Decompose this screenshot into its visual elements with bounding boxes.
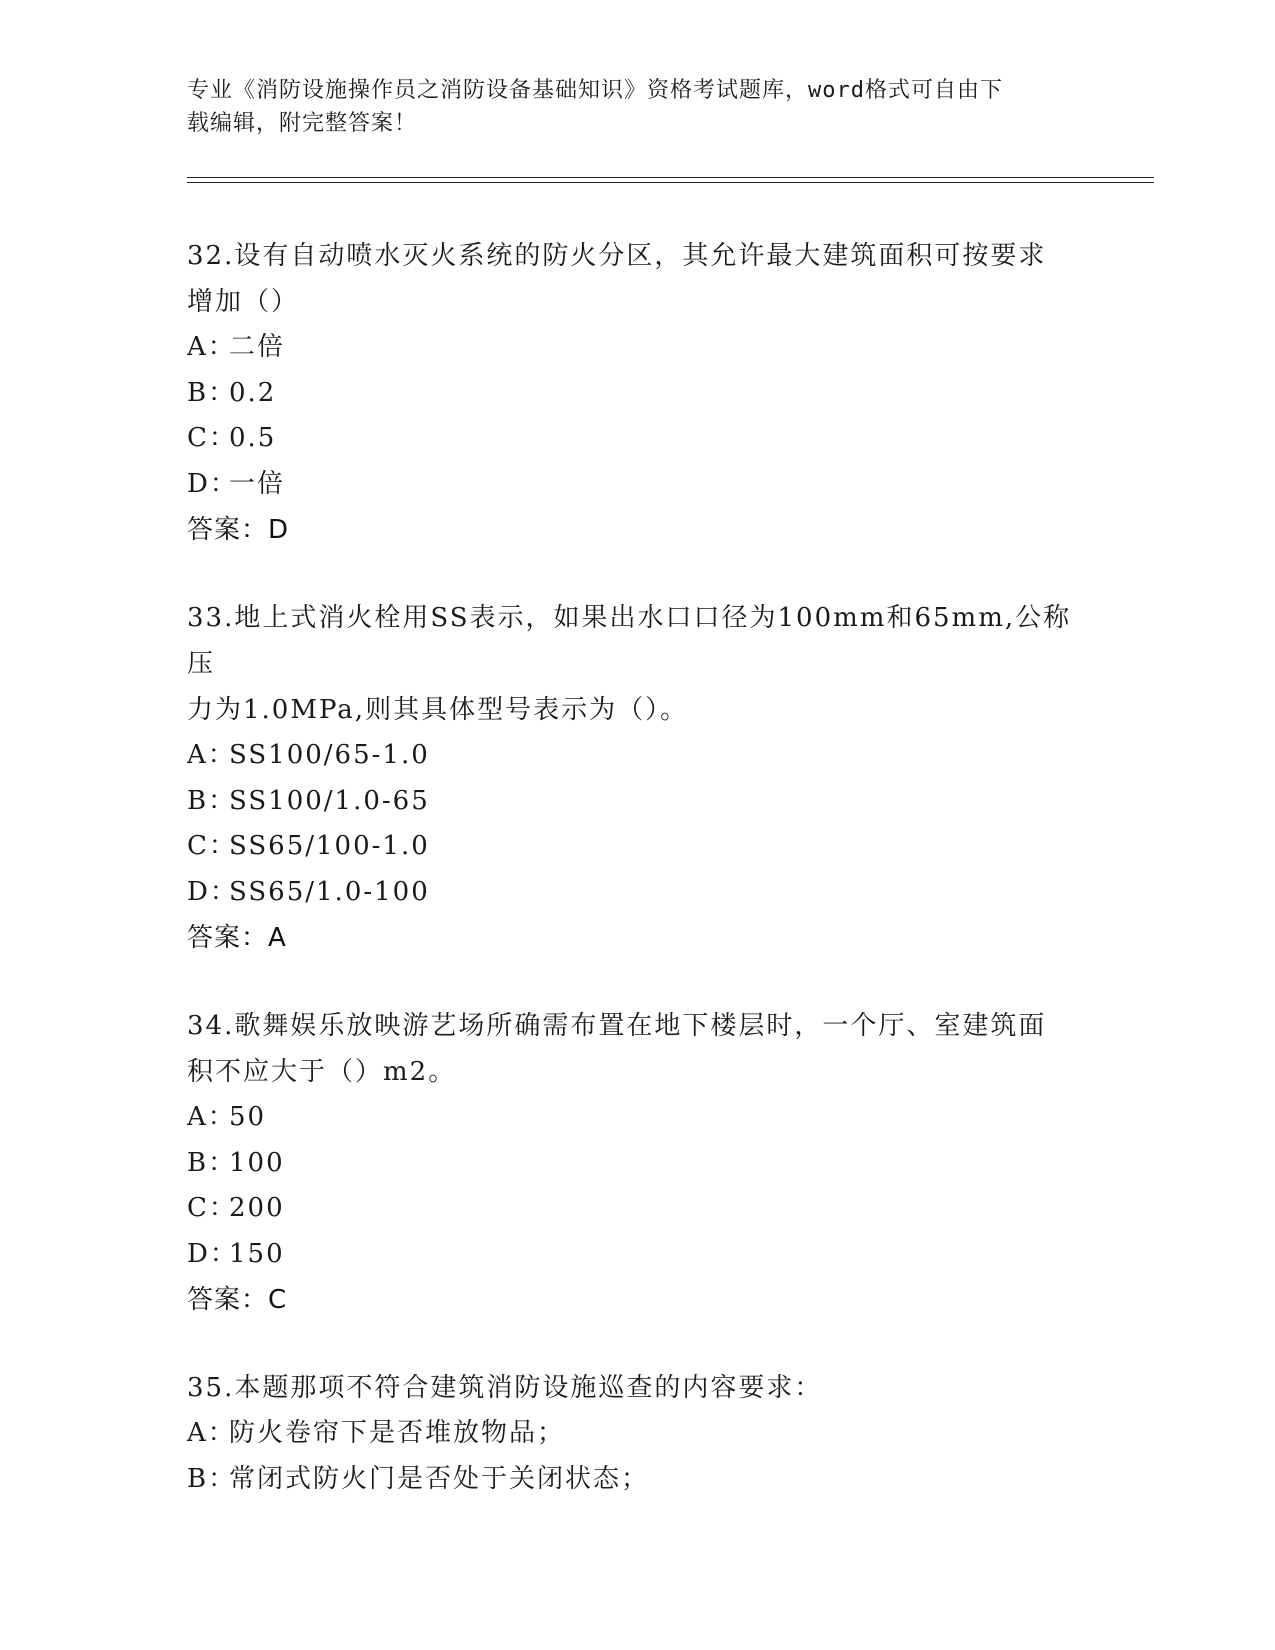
option-b [187, 1457, 1087, 1503]
option-c [187, 1186, 1087, 1232]
question-34 [187, 1003, 1087, 1323]
option-text: 二倍 [229, 332, 286, 362]
option-text: 防火卷帘下是否堆放物品； [229, 1418, 566, 1448]
option-text: 50 [229, 1102, 267, 1132]
option-a [187, 1095, 1087, 1141]
option-a [187, 733, 1087, 779]
option-letter: A： [187, 332, 236, 362]
option-letter: B： [187, 377, 237, 408]
answer-label: 答案：C [187, 1285, 288, 1315]
question-stem-line: 积不应大于（）m2。 [187, 1057, 457, 1087]
option-letter: D： [187, 1238, 238, 1269]
option-b [187, 1141, 1087, 1187]
question-stem [187, 595, 1087, 733]
question-stem [187, 233, 1087, 325]
document-header [187, 74, 1067, 140]
option-letter: B： [187, 785, 237, 816]
option-letter: B： [187, 1147, 237, 1178]
option-text: 0.2 [229, 377, 277, 408]
option-letter: A： [187, 1102, 236, 1132]
header-line-2: 载编辑，附完整答案！ [187, 111, 418, 136]
option-text: SS65/100-1.0 [229, 831, 430, 861]
option-text: SS100/65-1.0 [229, 740, 430, 770]
option-letter: D： [187, 468, 238, 499]
answer-label: 答案：D [187, 515, 290, 545]
option-letter: C： [187, 423, 237, 453]
option-b [187, 779, 1087, 825]
question-stem-line: 32.设有自动喷水灭火系统的防火分区，其允许最大建筑面积可按要求 [187, 241, 1047, 271]
question-35 [187, 1365, 1087, 1502]
option-d [187, 462, 1087, 508]
question-33 [187, 595, 1087, 961]
option-letter: A： [187, 1418, 236, 1448]
option-letter: D： [187, 876, 238, 907]
question-stem-line: 力为1.0MPa,则其具体型号表示为（）。 [187, 695, 689, 725]
option-text: 100 [229, 1147, 285, 1178]
header-line-1: 专业《消防设施操作员之消防设备基础知识》资格考试题库，word格式可自由下 [187, 78, 1003, 103]
option-letter: C： [187, 1193, 237, 1223]
question-stem [187, 1003, 1087, 1095]
option-letter: A： [187, 740, 236, 770]
option-text: 一倍 [229, 468, 286, 499]
option-a [187, 325, 1087, 371]
answer-label: 答案：A [187, 923, 287, 953]
option-b [187, 371, 1087, 417]
question-stem-line: 33.地上式消火栓用SS表示，如果出水口口径为100mm和65mm,公称压 [187, 603, 1072, 679]
option-c [187, 824, 1087, 870]
option-text: 150 [229, 1238, 285, 1269]
question-stem [187, 1365, 1087, 1411]
question-stem-line: 35.本题那项不符合建筑消防设施巡查的内容要求： [187, 1373, 823, 1403]
option-text: 200 [229, 1193, 285, 1223]
option-text: 常闭式防火门是否处于关闭状态； [229, 1463, 650, 1494]
option-d [187, 1232, 1087, 1278]
header-divider-top [187, 177, 1154, 178]
question-list [187, 233, 1087, 1544]
question-stem-line: 34.歌舞娱乐放映游艺场所确需布置在地下楼层时，一个厅、室建筑面 [187, 1011, 1047, 1041]
question-stem-line: 增加（） [187, 287, 300, 317]
option-text: SS100/1.0-65 [229, 785, 430, 816]
option-letter: C： [187, 831, 237, 861]
option-letter: B： [187, 1463, 237, 1494]
option-c [187, 416, 1087, 462]
option-text: 0.5 [229, 423, 277, 453]
question-32 [187, 233, 1087, 553]
option-d [187, 870, 1087, 916]
option-a [187, 1411, 1087, 1457]
option-text: SS65/1.0-100 [229, 876, 430, 907]
header-divider-bottom [187, 182, 1154, 183]
